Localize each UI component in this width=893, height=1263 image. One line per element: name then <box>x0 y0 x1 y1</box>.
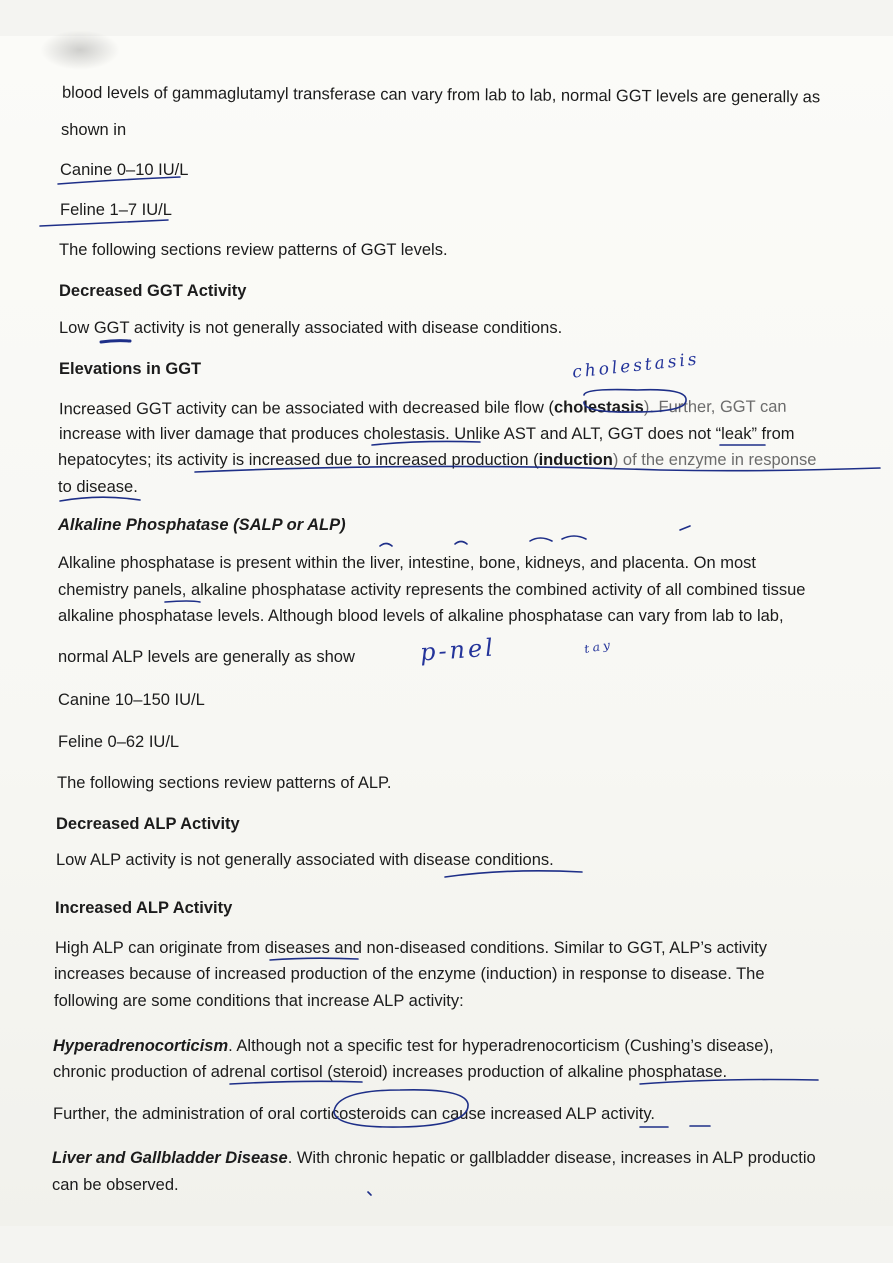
handwritten-cholestasis-note: cholestasis <box>571 349 701 383</box>
heading-elevations-ggt: Elevations in GGT <box>59 360 202 378</box>
ggt-canine-range: Canine 0–10 IU/L <box>60 161 189 179</box>
elevations-line-2: increase with liver damage that produces cholestasis. Unlike AST and ALT, GGT does not “leak” from <box>59 425 795 443</box>
increased-alp-line-3: following are some conditions that increase ALP activity: <box>54 992 464 1010</box>
ggt-review-sentence: The following sections review patterns of GGT levels. <box>59 241 448 259</box>
alp-canine-range: Canine 10–150 IU/L <box>58 691 205 709</box>
alp-feline-range: Feline 0–62 IU/L <box>58 733 180 751</box>
elevations-line-3-start: hepatocytes; its activity is increased due to increased production ( <box>58 451 539 469</box>
elevations-line-1-end: ). Further, GGT can <box>643 397 787 417</box>
ggt-intro-line-2: shown in <box>61 121 127 139</box>
decreased-ggt-text: Low GGT activity is not generally associated with disease conditions. <box>59 319 563 337</box>
elevations-line-3 <box>58 450 816 470</box>
elevations-line-1 <box>59 397 787 420</box>
heading-decreased-ggt: Decreased GGT Activity <box>59 282 247 300</box>
increased-alp-line-2: increases because of increased production of the enzyme (induction) in response to disease. The <box>54 965 765 983</box>
scan-shadow <box>40 30 120 70</box>
liver-gallbladder-line-1-rest: . With chronic hepatic or gallbladder disease, increases in ALP productio <box>287 1149 816 1167</box>
heading-alkaline-phosphatase: Alkaline Phosphatase (SALP or ALP) <box>58 516 346 534</box>
hyperadrenocorticism-line-2: chronic production of adrenal cortisol (steroid) increases production of alkaline phosphatase. <box>53 1063 728 1081</box>
liver-gallbladder-line-1 <box>52 1148 816 1168</box>
cholestasis-term: cholestasis <box>553 398 644 417</box>
heading-decreased-alp: Decreased ALP Activity <box>56 815 240 833</box>
decreased-alp-text: Low ALP activity is not generally associated with disease conditions. <box>56 851 554 869</box>
alp-line-2: chemistry panels, alkaline phosphatase activity represents the combined activity of all combined tissue <box>58 581 806 599</box>
liver-gallbladder-line-2: can be observed. <box>52 1176 179 1194</box>
ggt-intro-line-1: blood levels of gammaglutamyl transferase can vary from lab to lab, normal GGT levels are generally as <box>61 83 821 107</box>
heading-increased-alp: Increased ALP Activity <box>55 899 233 917</box>
increased-alp-line-1: High ALP can originate from diseases and non-diseased conditions. Similar to GGT, ALP’s activity <box>55 939 768 957</box>
corticosteroids-sentence: Further, the administration of oral corticosteroids can cause increased ALP activity. <box>53 1105 655 1123</box>
elevations-line-4: to disease. <box>58 478 138 496</box>
elevations-line-3-end: ) of the enzyme in response <box>612 451 817 469</box>
hyperadrenocorticism-line-1-rest: . Although not a specific test for hyperadrenocorticism (Cushing’s disease), <box>228 1037 774 1055</box>
hyperadrenocorticism-line-1 <box>53 1036 774 1056</box>
ggt-feline-range: Feline 1–7 IU/L <box>60 201 172 219</box>
induction-term: induction <box>538 451 613 469</box>
alp-review-sentence: The following sections review patterns of ALP. <box>57 774 392 792</box>
hyperadrenocorticism-term: Hyperadrenocorticism <box>53 1037 229 1055</box>
handwritten-mark-note: ᵗᵃʸ <box>583 635 616 665</box>
alp-line-4: normal ALP levels are generally as show <box>58 648 355 666</box>
handwritten-panel-note: p-nel <box>419 633 497 667</box>
alp-line-3: alkaline phosphatase levels. Although blood levels of alkaline phosphatase can vary from lab to lab, <box>58 607 784 625</box>
elevations-line-1-start: Increased GGT activity can be associated with decreased bile flow ( <box>58 398 554 419</box>
alp-line-1: Alkaline phosphatase is present within the liver, intestine, bone, kidneys, and placenta. On most <box>58 554 756 572</box>
liver-gallbladder-term: Liver and Gallbladder Disease <box>52 1149 288 1167</box>
